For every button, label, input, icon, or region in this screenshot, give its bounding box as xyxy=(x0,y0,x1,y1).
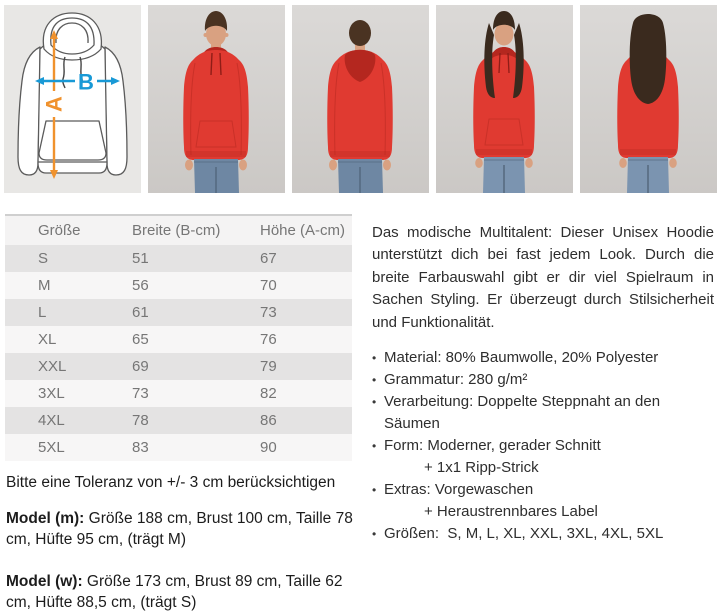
table-cell: 5XL xyxy=(5,434,99,461)
table-cell: XL xyxy=(5,326,99,353)
table-row xyxy=(5,326,352,353)
head-back xyxy=(349,20,371,46)
bullet-icon: • xyxy=(372,439,377,454)
table-cell: XXL xyxy=(5,353,99,380)
man-back-figure xyxy=(292,5,429,193)
table-cell: 79 xyxy=(227,353,352,380)
kangaroo-pocket xyxy=(39,121,106,160)
table-cell: 90 xyxy=(227,434,352,461)
table-cell: 56 xyxy=(99,272,227,299)
bullet-icon: • xyxy=(372,351,377,366)
table-cell: 73 xyxy=(99,380,227,407)
person-figure xyxy=(473,11,535,193)
table-row xyxy=(5,299,352,326)
hand xyxy=(619,158,627,168)
feature-text: Verarbeitung: Doppelte Steppnaht an den Säumen xyxy=(384,393,665,433)
feature-subtext: + 1x1 Ripp-Strick xyxy=(424,459,539,477)
woman-back-figure xyxy=(580,5,717,193)
hand xyxy=(383,160,391,171)
product-info-section xyxy=(0,214,720,613)
feature-text: Material: 80% Baumwolle, 20% Polyester xyxy=(384,349,659,367)
person-figure xyxy=(183,11,249,193)
bullet-icon: • xyxy=(372,483,377,498)
model-info-male xyxy=(6,508,354,550)
table-cell: 69 xyxy=(99,353,227,380)
size-table xyxy=(5,214,352,461)
hoodie-outline xyxy=(18,13,127,175)
hoodie-torso xyxy=(473,50,535,158)
table-header-row xyxy=(5,215,352,245)
table-cell: S xyxy=(5,245,99,272)
table-cell: 4XL xyxy=(5,407,99,434)
hem xyxy=(620,149,676,155)
feature-item xyxy=(372,435,714,479)
bullet-icon: • xyxy=(372,527,377,542)
man-front-figure xyxy=(148,5,285,193)
table-cell: L xyxy=(5,299,99,326)
hem xyxy=(186,151,246,157)
hand xyxy=(329,160,337,171)
feature-item xyxy=(372,523,714,545)
feature-subtext: + Heraustrennbares Label xyxy=(424,503,598,521)
table-row xyxy=(5,245,352,272)
description-column xyxy=(372,214,714,613)
table-cell: 70 xyxy=(227,272,352,299)
model-w-text: Größe 173 cm, Brust 89 cm, Taille 62 cm, Hüfte 88,5 cm, (trägt S) xyxy=(6,573,343,611)
table-row xyxy=(5,407,352,434)
feature-list xyxy=(372,347,714,545)
table-cell: 61 xyxy=(99,299,227,326)
hair-back xyxy=(630,14,667,104)
feature-item xyxy=(372,479,714,523)
table-row xyxy=(5,380,352,407)
model-photo-man-front xyxy=(148,5,285,193)
model-w-label: Model (w): xyxy=(6,573,83,590)
feature-item xyxy=(372,369,714,391)
table-cell: 67 xyxy=(227,245,352,272)
col-header-groesse: Größe xyxy=(5,215,99,245)
table-cell: 51 xyxy=(99,245,227,272)
model-photo-woman-front xyxy=(436,5,573,193)
product-description: Das modische Multitalent: Dieser Unisex Hoodie unterstützt dich bei fast jedem Look. Durch die breite Farbauswahl gibt er dir viel Spielraum in Sachen Styling. Er überzeugt durch Stilsicherheit und Funktionalität. xyxy=(372,224,714,331)
size-info-column xyxy=(5,214,357,613)
right-sleeve xyxy=(105,47,127,175)
hand xyxy=(475,158,483,168)
feature-text: Größen: S, M, L, XL, XXL, 3XL, 4XL, 5XL xyxy=(384,525,664,543)
woman-front-figure xyxy=(436,5,573,193)
feature-text: Grammatur: 280 g/m² xyxy=(384,371,528,389)
table-cell: 86 xyxy=(227,407,352,434)
table-cell: 78 xyxy=(99,407,227,434)
table-cell: 82 xyxy=(227,380,352,407)
feature-item xyxy=(372,391,714,435)
table-row xyxy=(5,272,352,299)
table-cell: M xyxy=(5,272,99,299)
model-photo-woman-back xyxy=(580,5,717,193)
person-figure xyxy=(617,14,679,193)
hand xyxy=(239,160,247,171)
feature-text: Extras: Vorgewaschen xyxy=(384,481,534,499)
table-row xyxy=(5,434,352,461)
table-cell: 83 xyxy=(99,434,227,461)
model-photo-man-back xyxy=(292,5,429,193)
feature-item xyxy=(372,347,714,369)
feature-text: Form: Moderner, gerader Schnitt xyxy=(384,437,601,455)
model-m-label: Model (m): xyxy=(6,510,85,527)
label-a: A xyxy=(41,96,67,112)
hoodie-torso xyxy=(183,50,249,160)
hoodie-measurement-diagram xyxy=(4,5,141,193)
size-diagram-image xyxy=(4,5,141,193)
left-sleeve xyxy=(18,47,40,175)
table-cell: 73 xyxy=(227,299,352,326)
table-cell: 76 xyxy=(227,326,352,353)
label-b: B xyxy=(78,69,94,95)
table-cell: 65 xyxy=(99,326,227,353)
table-row xyxy=(5,353,352,380)
col-header-hoehe: Höhe (A-cm) xyxy=(227,215,352,245)
hem xyxy=(476,149,532,155)
model-m-text: Größe 188 cm, Brust 100 cm, Taille 78 cm, Hüfte 95 cm, (trägt M) xyxy=(6,510,353,548)
bullet-icon: • xyxy=(372,373,377,388)
product-image-gallery xyxy=(0,0,720,193)
hand xyxy=(669,158,677,168)
col-header-breite: Breite (B-cm) xyxy=(99,215,227,245)
table-cell: 3XL xyxy=(5,380,99,407)
hand xyxy=(185,160,193,171)
person-figure xyxy=(327,20,393,193)
tolerance-note: Bitte eine Toleranz von +/- 3 cm berücksichtigen xyxy=(6,474,336,491)
bullet-icon: • xyxy=(372,395,377,410)
hem xyxy=(330,151,390,157)
hand xyxy=(525,158,533,168)
